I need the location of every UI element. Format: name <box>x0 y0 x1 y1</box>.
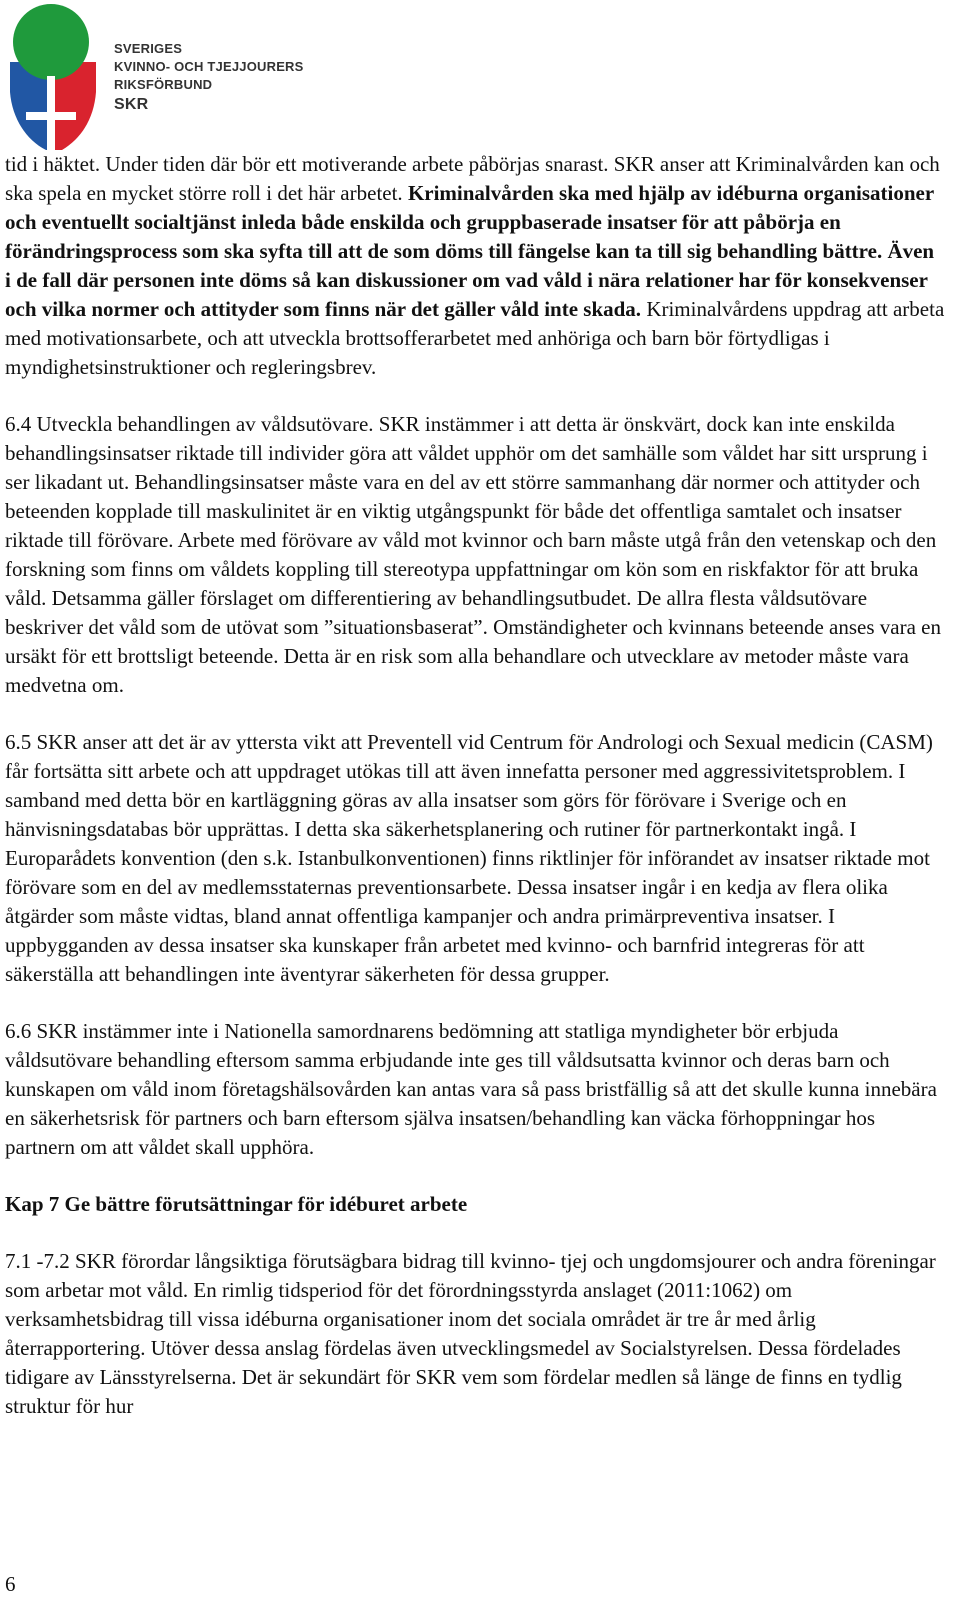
document-body <box>5 150 945 1421</box>
paragraph-7-1: 7.1 -7.2 SKR förordar långsiktiga förutsägbara bidrag till kvinno- tjej och ungdomsjourer och andra föreningar som arbetar mot våld. En rimlig tidsperiod för det förordningsstyrda anslaget (2011:1062) om verksamhetsbidrag till vissa idéburna organisationer inom det sociala området är tre år med årlig återrapportering. Utöver dessa anslag fördelas även utvecklingsmedel av Socialstyrelsen. Dessa fördelades tidigare av Länsstyrelserna. Det är sekundärt för SKR vem som fördelar medlen så länge de finns en tydlig struktur för hur <box>5 1249 936 1418</box>
paragraph-bold-text: Kriminalvården ska med hjälp av idéburna organisationer och eventuellt socialtjänst inleda både enskilda och gruppbaserade insatser för att påbörja en förändringsprocess som ska syfta till att de som döms till fängelse kan ta till sig behandling bättre. Även i de fall där personen inte döms så kan diskussioner om vad våld i nära relationer har för konsekvenser och vilka normer och attityder som finns när det gäller våld inte skada. <box>5 181 935 321</box>
venus-symbol-logo <box>6 0 106 152</box>
paragraph-text: tid i häktet. Under tiden där bör ett motiverande arbete påbörjas snarast. SKR anser att Kriminalvården kan och ska spela en mycket större roll i det här arbetet. <box>5 152 940 205</box>
paragraph-6-4: 6.4 Utveckla behandlingen av våldsutövare. SKR instämmer i att detta är önskvärt, dock kan inte enskilda behandlingsinsatser riktade till individer göra att våldet upphör om det samhälle som våldet har sitt ursprung i ser likadant ut. Behandlingsinsatser måste vara en del av ett större sammanhang där normer och attityder och beteenden kopplade till maskulinitet är en viktig utgångspunkt för både det offentliga samtalet och insatser riktade till förövare. Arbete med förövare av våld mot kvinnor och barn måste utgå från den vetenskap och den forskning som finns om våldets koppling till stereotypa uppfattningar om kön som en riskfaktor för att bruka våld. Detsamma gäller förslaget om differentiering av behandlingsutbudet. De allra flesta våldsutövare beskriver det våld som de utövat som ”situationsbaserat”. Omständigheter och kvinnans beteende anses vara en ursäkt för ett brottsligt beteende. Detta är en risk som alla behandlare och utvecklare av metoder måste vara medvetna om. <box>5 412 941 697</box>
paragraph-6-5: 6.5 SKR anser att det är av yttersta vikt att Preventell vid Centrum för Andrologi och Sexual medicin (CASM) får fortsätta sitt arbete och att uppdraget utökas till att även innefatta personer med aggressivitetsproblem. I samband med detta bör en kartläggning göras av alla insatser som görs för förövare i Sverige och en hänvisningsdatabas bör upprättas. I detta ska säkerhetsplanering och rutiner för partnerkontakt ingå. I Europarådets konvention (den s.k. Istanbulkonventionen) finns riktlinjer för införandet av insatser riktade mot förövare som en del av medlemsstaternas preventionsarbete. Dessa insatser ingår i en kedja av flera olika åtgärder som måste vidtas, bland annat offentliga kampanjer och andra primärpreventiva insatser. I uppbygganden av dessa insatser ska kunskaper från arbetet med kvinno- och barnfrid integreras för att säkerställa att behandlingen inte äventyrar säkerheten för dessa grupper. <box>5 730 933 986</box>
logo-green-circle <box>13 4 89 80</box>
paragraph-text: Kriminalvårdens uppdrag att arbeta med motivationsarbete, och att utveckla brottsofferarbetet med anhöriga och barn bör förtydligas i myndighetsinstruktioner och regleringsbrev. <box>5 297 945 379</box>
chapter-heading: Kap 7 Ge bättre förutsättningar för idéburet arbete <box>5 1192 468 1216</box>
paragraph-6-3-continued <box>5 150 945 382</box>
logo-cross-horizontal <box>26 112 76 120</box>
paragraph-6-6: 6.6 SKR instämmer inte i Nationella samordnarens bedömning att statliga myndigheter bör erbjuda våldsutövare behandling eftersom samma erbjudande inte ges till våldsutsatta kvinnor och deras barn och kunskapen om våld inom företagshälsovården kan antas vara så pass bristfällig så att det skulle kunna innebära en säkerhetsrisk för partners och barn eftersom själva insatsen/behandling kan väcka förhoppningar hos partnern om att våldet skall upphöra. <box>5 1019 937 1159</box>
letterhead <box>6 0 326 152</box>
org-line-3: RIKSFÖRBUND <box>114 77 213 92</box>
organization-name <box>114 40 304 114</box>
org-line-1: SVERIGES <box>114 41 183 56</box>
page-number: 6 <box>5 1572 16 1596</box>
org-line-2: KVINNO- OCH TJEJJOURERS <box>114 59 304 74</box>
org-abbreviation: SKR <box>114 96 149 113</box>
